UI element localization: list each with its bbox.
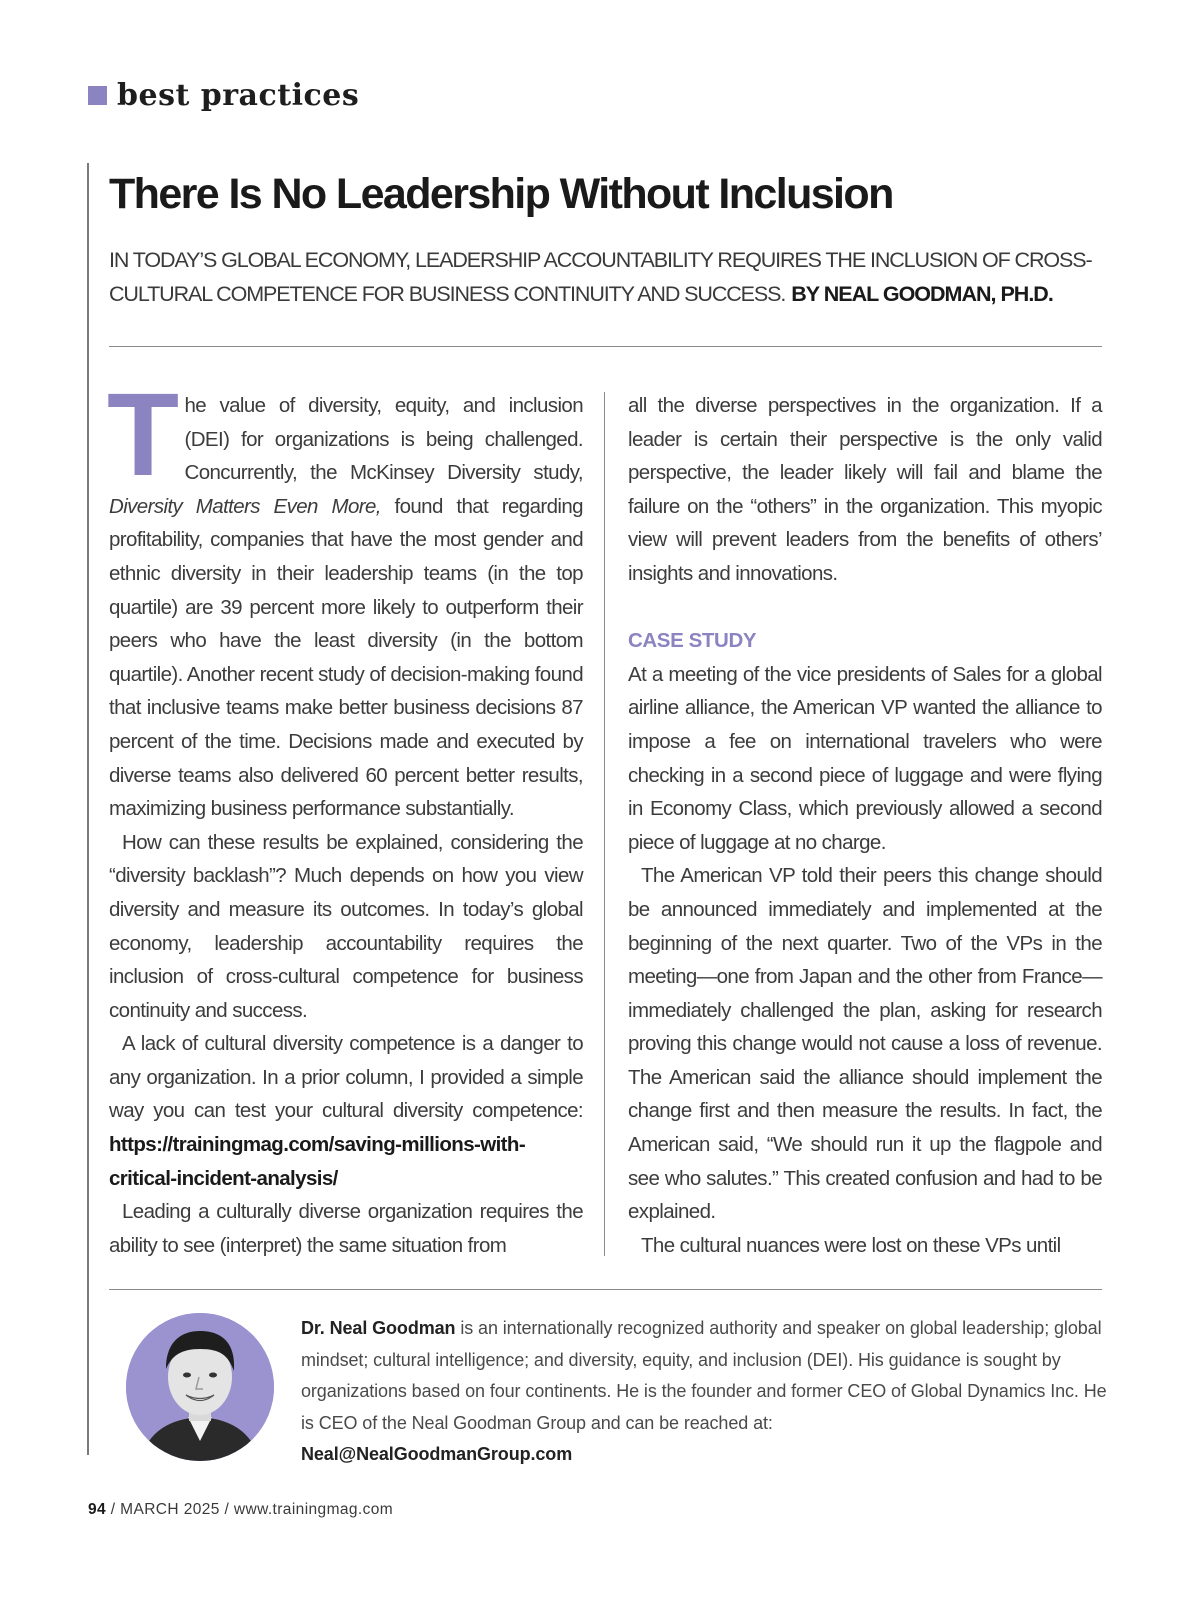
drop-cap: T: [107, 369, 179, 501]
paragraph-competence: [109, 1027, 583, 1195]
section-tag-label: best practices: [117, 78, 360, 113]
author-name: Dr. Neal Goodman: [301, 1318, 456, 1338]
bio-divider: [109, 1289, 1102, 1290]
page-number: 94: [88, 1501, 107, 1518]
section-tag-square: [88, 86, 107, 105]
paragraph-intro: [107, 369, 583, 826]
author-portrait-illustration: [126, 1313, 274, 1461]
paragraph-backlash: How can these results be explained, considering the “diversity backlash”? Much depends on how you view diversity and measure its outcomes. In today’s global economy, leadership accountability requires the inclusion of cross-cultural competence for business continuity and success.: [109, 830, 583, 1022]
column-divider: [604, 392, 605, 1256]
author-photo: [126, 1313, 274, 1461]
paragraph-perspectives: all the diverse perspectives in the organization. If a leader is certain their perspective is the only valid perspective, the leader likely will fail and blame the failure on the “others” in the organization. This myopic view will prevent leaders from the benefits of others’ insights and innovations.: [628, 394, 1102, 585]
author-email[interactable]: Neal@NealGoodmanGroup.com: [301, 1444, 573, 1464]
paragraph-leading: Leading a culturally diverse organization requires the ability to see (interpret) the same situation from: [109, 1200, 583, 1257]
article-link[interactable]: https://trainingmag.com/saving-millions-with-critical-incident-analysis/: [109, 1133, 526, 1190]
intro-text-start: he value of diversity, equity, and inclusion (DEI) for organizations is being challenged. Concurrently, the McKinsey Diversity study,: [184, 394, 583, 485]
intro-text-end: found that regarding profitability, companies that have the most gender and ethnic diversity in their leadership teams (in the top quartile) are 39 percent more likely to outperform their peers who have the least diversity (in the bottom quartile). Another recent study of decision-making found that inclusive teams make better business decisions 87 percent of the time. Decisions made and executed by diverse teams also delivered 60 percent better results, maximizing business performance substantially.: [109, 494, 583, 821]
page-footer: [88, 1501, 393, 1519]
author-bio-text: is an internationally recognized authority and speaker on global leadership; global mindset; cultural intelligence; and diversity, equity, and inclusion (DEI). His guidance is sought by organizations based on four continents. He is the founder and former CEO of Global Dynamics Inc. He is CEO of the Neal Goodman Group and can be reached at:: [301, 1318, 1107, 1433]
body-column-right: [628, 389, 1102, 1262]
byline: BY NEAL GOODMAN, PH.D.: [791, 282, 1053, 306]
study-title: Diversity Matters Even More,: [109, 494, 381, 518]
author-bio: [301, 1313, 1116, 1471]
header-divider: [109, 346, 1102, 347]
article-title: There Is No Leadership Without Inclusion: [109, 170, 893, 218]
paragraph-meeting: At a meeting of the vice presidents of Sales for a global airline alliance, the American VP wanted the alliance to impose a fee on international travelers who were checking in a second piece of luggage and were flying in Economy Class, which previously allowed a second piece of luggage at no charge.: [628, 662, 1102, 854]
footer-text: / MARCH 2025 / www.trainingmag.com: [106, 1501, 394, 1518]
left-vertical-rule: [87, 163, 89, 1455]
section-tag: [88, 78, 359, 113]
competence-text: A lack of cultural diversity competence is a danger to any organization. In a prior column, I provided a simple way you can test your cultural diversity competence:: [109, 1032, 583, 1123]
article-dek: [109, 243, 1109, 311]
paragraph-american-vp: The American VP told their peers this change should be announced immediately and implemented at the beginning of the next quarter. Two of the VPs in the meeting—one from Japan and the other from France—immediately challenged the plan, asking for research proving this change would not cause a loss of revenue. The American said the alliance should implement the change first and then measure the results. In fact, the American said, “We should run it up the flagpole and see who salutes.” This created confusion and had to be explained.: [628, 864, 1102, 1224]
case-study-heading: CASE STUDY: [628, 629, 757, 653]
paragraph-nuances: The cultural nuances were lost on these VPs until: [641, 1233, 1061, 1257]
dek-text: IN TODAY’S GLOBAL ECONOMY, LEADERSHIP ACCOUNTABILITY REQUIRES THE INCLUSION OF CROSS-CULTURAL COMPETENCE FOR BUSINESS CONTINUITY AND SUCCESS.: [109, 248, 1092, 306]
body-column-left: [107, 369, 583, 1262]
